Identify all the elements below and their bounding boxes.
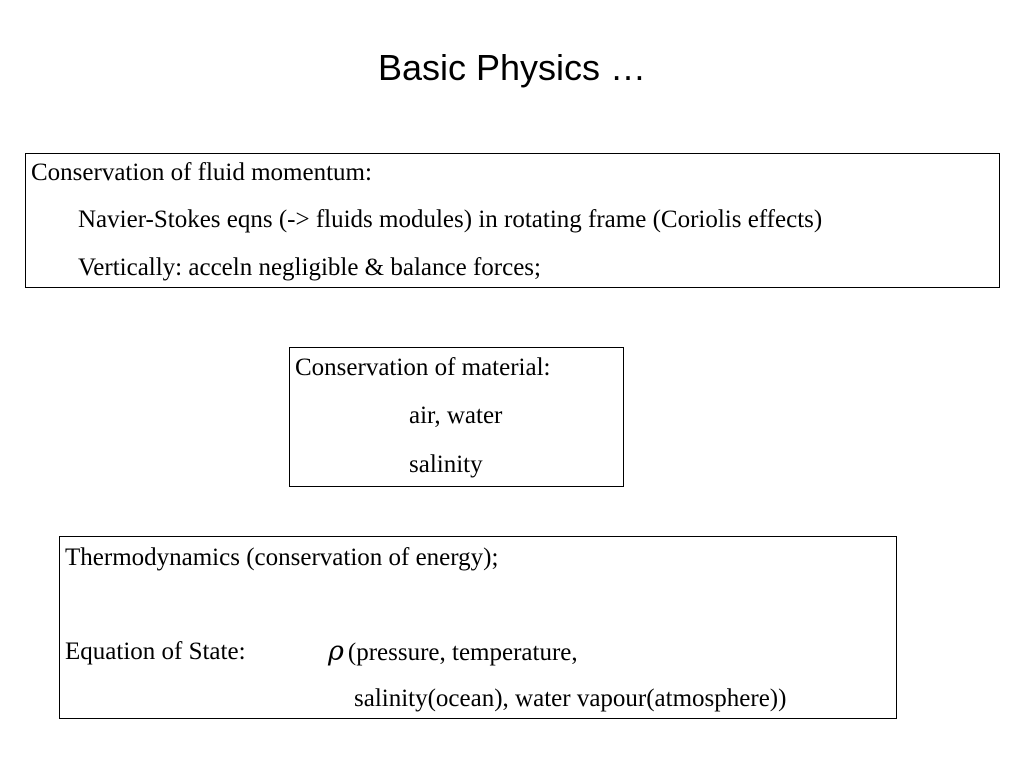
equation-of-state-label: Equation of State: [65, 638, 246, 665]
equation-of-state-args-line2: salinity(ocean), water vapour(atmosphere)) [354, 685, 787, 712]
thermodynamics-box [59, 536, 897, 719]
vertical-balance-line: Vertically: acceln negligible & balance forces; [78, 254, 541, 281]
thermodynamics-heading: Thermodynamics (conservation of energy); [65, 544, 499, 571]
rho-symbol: ρ [328, 636, 344, 667]
momentum-heading: Conservation of fluid momentum: [31, 159, 372, 186]
material-heading: Conservation of material: [295, 354, 551, 381]
material-item-air-water: air, water [409, 402, 503, 429]
slide-title: Basic Physics … [377, 47, 647, 88]
material-item-salinity: salinity [409, 451, 483, 478]
navier-stokes-line: Navier-Stokes eqns (-> fluids modules) in rotating frame (Coriolis effects) [78, 206, 823, 233]
eos-args-first: (pressure, temperature, [347, 639, 578, 666]
equation-of-state-args-line1 [328, 628, 578, 676]
material-conservation-box [289, 347, 624, 487]
momentum-conservation-box [25, 153, 1000, 288]
